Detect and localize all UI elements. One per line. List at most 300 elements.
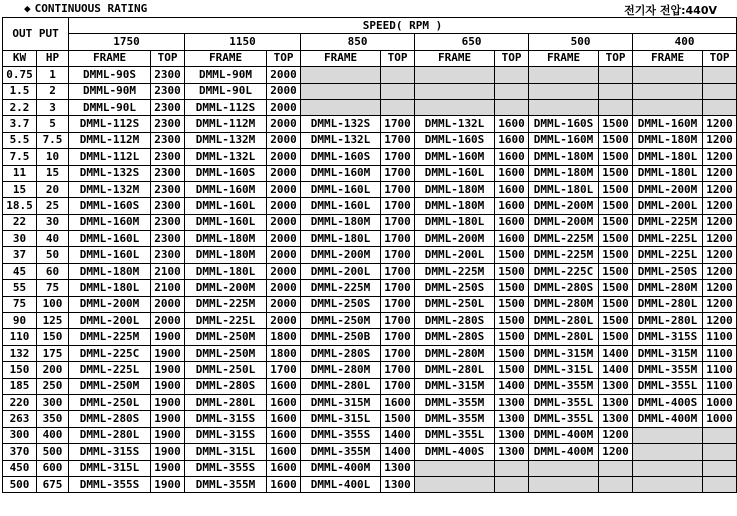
frame-cell: DMML-225L	[69, 362, 151, 378]
top-cell: 2000	[267, 99, 301, 115]
empty-cell	[415, 476, 495, 492]
top-cell: 1300	[495, 444, 529, 460]
frame-cell: DMML-160S	[529, 116, 599, 132]
hp-cell: 300	[37, 394, 69, 410]
top-cell: 1900	[151, 460, 185, 476]
hp-cell: 2	[37, 83, 69, 99]
top-cell: 1700	[381, 329, 415, 345]
frame-cell: DMML-200M	[69, 296, 151, 312]
empty-cell	[633, 83, 703, 99]
empty-cell	[529, 476, 599, 492]
top-cell: 2300	[151, 132, 185, 148]
empty-cell	[703, 67, 737, 83]
top-cell: 1500	[599, 149, 633, 165]
empty-cell	[599, 460, 633, 476]
frame-cell: DMML-280S	[529, 280, 599, 296]
top-cell: 2300	[151, 247, 185, 263]
frame-cell: DMML-355L	[529, 411, 599, 427]
frame-cell: DMML-280M	[633, 280, 703, 296]
top-cell: 1900	[151, 378, 185, 394]
frame-cell: DMML-180M	[301, 214, 381, 230]
frame-cell: DMML-180L	[185, 263, 267, 279]
frame-cell: DMML-180M	[529, 149, 599, 165]
frame-cell: DMML-180M	[633, 132, 703, 148]
frame-cell: DMML-180L	[415, 214, 495, 230]
top-cell: 1500	[495, 313, 529, 329]
frame-cell: DMML-225L	[633, 247, 703, 263]
top-cell: 1600	[267, 476, 301, 492]
top-cell: 1500	[495, 296, 529, 312]
table-row	[3, 476, 737, 492]
table-row	[3, 83, 737, 99]
top-cell: 1400	[495, 378, 529, 394]
top-cell: 1600	[267, 460, 301, 476]
speed-500-header: 500	[529, 34, 633, 50]
empty-cell	[703, 444, 737, 460]
frame-cell: DMML-112S	[185, 99, 267, 115]
empty-cell	[381, 83, 415, 99]
table-row	[3, 214, 737, 230]
table-row	[3, 247, 737, 263]
empty-cell	[703, 460, 737, 476]
frame-cell: DMML-280L	[185, 394, 267, 410]
empty-cell	[633, 444, 703, 460]
top-cell: 1700	[381, 313, 415, 329]
frame-cell: DMML-280M	[301, 362, 381, 378]
frame-cell: DMML-90L	[69, 99, 151, 115]
empty-cell	[703, 99, 737, 115]
empty-cell	[599, 67, 633, 83]
top-cell: 1700	[381, 165, 415, 181]
table-row	[3, 313, 737, 329]
frame-cell: DMML-355M	[415, 394, 495, 410]
frame-cell: DMML-180M	[69, 263, 151, 279]
frame-cell: DMML-160L	[301, 198, 381, 214]
empty-cell	[495, 67, 529, 83]
top-cell: 2000	[267, 280, 301, 296]
top-cell: 1200	[703, 263, 737, 279]
top-cell: 1200	[703, 214, 737, 230]
empty-cell	[529, 67, 599, 83]
table-row	[3, 362, 737, 378]
top-cell: 1900	[151, 444, 185, 460]
top-cell: 1500	[495, 345, 529, 361]
frame-cell: DMML-225M	[529, 247, 599, 263]
empty-cell	[415, 99, 495, 115]
top-cell: 1200	[703, 231, 737, 247]
empty-cell	[633, 99, 703, 115]
output-header: OUT PUT	[3, 18, 69, 51]
frame-cell: DMML-355M	[185, 476, 267, 492]
table-row	[3, 296, 737, 312]
table-body	[3, 67, 737, 493]
title-text: CONTINUOUS RATING	[34, 2, 148, 15]
frame-cell: DMML-250M	[69, 378, 151, 394]
top-cell: 2000	[267, 313, 301, 329]
frame-cell: DMML-355M	[633, 362, 703, 378]
empty-cell	[495, 99, 529, 115]
frame-cell: DMML-280L	[69, 427, 151, 443]
empty-cell	[599, 83, 633, 99]
kw-cell: 110	[3, 329, 37, 345]
kw-cell: 15	[3, 181, 37, 197]
top-cell: 1600	[267, 444, 301, 460]
empty-cell	[599, 99, 633, 115]
frame-cell: DMML-280L	[301, 378, 381, 394]
top-cell: 1300	[599, 394, 633, 410]
top-cell: 2000	[267, 247, 301, 263]
top-cell: 1200	[703, 198, 737, 214]
frame-cell: DMML-355L	[415, 427, 495, 443]
frame-cell: DMML-315S	[69, 444, 151, 460]
empty-cell	[301, 67, 381, 83]
frame-cell: DMML-355M	[415, 411, 495, 427]
top-cell: 1300	[495, 394, 529, 410]
frame-cell: DMML-315S	[633, 329, 703, 345]
frame-cell: DMML-250S	[633, 263, 703, 279]
frame-cell: DMML-250S	[415, 280, 495, 296]
top-cell: 2300	[151, 149, 185, 165]
top-cell: 1900	[151, 362, 185, 378]
frame-cell: DMML-180M	[529, 165, 599, 181]
frame-cell: DMML-280L	[415, 362, 495, 378]
top-cell: 1200	[703, 280, 737, 296]
table-row	[3, 280, 737, 296]
frame-cell: DMML-160L	[69, 247, 151, 263]
top-cell: 2000	[267, 231, 301, 247]
top-cell: 2000	[267, 67, 301, 83]
empty-cell	[633, 460, 703, 476]
top-cell: 1900	[151, 411, 185, 427]
table-row	[3, 165, 737, 181]
frame-cell: DMML-355M	[529, 378, 599, 394]
top-cell: 1200	[703, 181, 737, 197]
table-row	[3, 263, 737, 279]
speed-header: SPEED( RPM )	[69, 18, 737, 34]
frame-cell: DMML-250B	[301, 329, 381, 345]
top-cell: 1400	[599, 362, 633, 378]
kw-cell: 370	[3, 444, 37, 460]
speed-1150-header: 1150	[185, 34, 301, 50]
kw-cell: 75	[3, 296, 37, 312]
hp-cell: 20	[37, 181, 69, 197]
frame-header: FRAME	[69, 50, 151, 66]
frame-cell: DMML-315S	[185, 427, 267, 443]
top-cell: 1200	[703, 132, 737, 148]
top-header: TOP	[151, 50, 185, 66]
frame-cell: DMML-180M	[185, 247, 267, 263]
top-cell: 2000	[267, 296, 301, 312]
kw-cell: 185	[3, 378, 37, 394]
frame-cell: DMML-160M	[301, 165, 381, 181]
hp-cell: 60	[37, 263, 69, 279]
top-cell: 2000	[267, 181, 301, 197]
top-cell: 1200	[599, 444, 633, 460]
top-cell: 2000	[267, 116, 301, 132]
frame-cell: DMML-90M	[69, 83, 151, 99]
hp-cell: 50	[37, 247, 69, 263]
top-cell: 1700	[381, 231, 415, 247]
frame-cell: DMML-160L	[185, 214, 267, 230]
table-row	[3, 198, 737, 214]
kw-cell: 18.5	[3, 198, 37, 214]
frame-cell: DMML-315L	[301, 411, 381, 427]
empty-cell	[529, 99, 599, 115]
top-cell: 1700	[381, 378, 415, 394]
hp-header: HP	[37, 50, 69, 66]
kw-cell: 22	[3, 214, 37, 230]
frame-cell: DMML-200M	[301, 247, 381, 263]
frame-cell: DMML-160L	[69, 231, 151, 247]
frame-cell: DMML-180M	[415, 198, 495, 214]
top-cell: 2000	[267, 149, 301, 165]
top-cell: 1900	[151, 476, 185, 492]
frame-cell: DMML-200M	[529, 214, 599, 230]
table-row	[3, 181, 737, 197]
top-cell: 1600	[267, 378, 301, 394]
top-cell: 1000	[703, 411, 737, 427]
frame-cell: DMML-280L	[633, 296, 703, 312]
top-cell: 1700	[267, 362, 301, 378]
kw-cell: 7.5	[3, 149, 37, 165]
frame-cell: DMML-225C	[529, 263, 599, 279]
top-cell: 1900	[151, 394, 185, 410]
table-row	[3, 411, 737, 427]
top-cell: 2300	[151, 67, 185, 83]
top-header: TOP	[703, 50, 737, 66]
kw-cell: 450	[3, 460, 37, 476]
frame-cell: DMML-160S	[301, 149, 381, 165]
frame-cell: DMML-200M	[529, 198, 599, 214]
frame-cell: DMML-400M	[633, 411, 703, 427]
top-cell: 2300	[151, 83, 185, 99]
top-cell: 1500	[599, 181, 633, 197]
top-cell: 1600	[495, 231, 529, 247]
hp-cell: 200	[37, 362, 69, 378]
top-cell: 1500	[495, 362, 529, 378]
frame-cell: DMML-400M	[529, 427, 599, 443]
frame-cell: DMML-90M	[185, 67, 267, 83]
top-cell: 2300	[151, 214, 185, 230]
top-cell: 1500	[599, 280, 633, 296]
top-cell: 1200	[703, 165, 737, 181]
kw-cell: 0.75	[3, 67, 37, 83]
hp-cell: 600	[37, 460, 69, 476]
top-cell: 1200	[703, 296, 737, 312]
top-cell: 1500	[599, 116, 633, 132]
hp-cell: 150	[37, 329, 69, 345]
top-cell: 1300	[495, 427, 529, 443]
frame-cell: DMML-90L	[185, 83, 267, 99]
top-cell: 1700	[381, 149, 415, 165]
frame-cell: DMML-400M	[301, 460, 381, 476]
top-cell: 2000	[267, 198, 301, 214]
kw-cell: 30	[3, 231, 37, 247]
frame-cell: DMML-250M	[301, 313, 381, 329]
frame-cell: DMML-315M	[301, 394, 381, 410]
hp-cell: 75	[37, 280, 69, 296]
top-cell: 1600	[495, 181, 529, 197]
hp-cell: 30	[37, 214, 69, 230]
column-subheader-row	[3, 50, 737, 66]
top-cell: 1200	[703, 247, 737, 263]
table-row	[3, 67, 737, 83]
frame-cell: DMML-280S	[185, 378, 267, 394]
speed-400-header: 400	[633, 34, 737, 50]
empty-cell	[495, 476, 529, 492]
frame-cell: DMML-250L	[185, 362, 267, 378]
top-cell: 1700	[381, 132, 415, 148]
frame-cell: DMML-200M	[185, 280, 267, 296]
frame-cell: DMML-200L	[301, 263, 381, 279]
hp-cell: 1	[37, 67, 69, 83]
top-cell: 1500	[599, 329, 633, 345]
frame-cell: DMML-180L	[633, 149, 703, 165]
empty-cell	[415, 83, 495, 99]
frame-cell: DMML-250L	[415, 296, 495, 312]
top-cell: 2300	[151, 231, 185, 247]
top-cell: 1600	[267, 411, 301, 427]
top-cell: 1900	[151, 329, 185, 345]
frame-cell: DMML-160M	[633, 116, 703, 132]
table-row	[3, 132, 737, 148]
frame-cell: DMML-180M	[415, 181, 495, 197]
kw-cell: 2.2	[3, 99, 37, 115]
top-cell: 2000	[267, 165, 301, 181]
frame-cell: DMML-400M	[529, 444, 599, 460]
kw-cell: 5.5	[3, 132, 37, 148]
top-cell: 1100	[703, 362, 737, 378]
empty-cell	[381, 67, 415, 83]
table-row	[3, 427, 737, 443]
frame-header: FRAME	[301, 50, 381, 66]
top-cell: 1700	[381, 362, 415, 378]
top-header: TOP	[599, 50, 633, 66]
frame-cell: DMML-132S	[301, 116, 381, 132]
top-cell: 1900	[151, 427, 185, 443]
frame-cell: DMML-180M	[185, 231, 267, 247]
frame-cell: DMML-132M	[185, 132, 267, 148]
top-cell: 1700	[381, 296, 415, 312]
kw-cell: 132	[3, 345, 37, 361]
top-cell: 2300	[151, 181, 185, 197]
hp-cell: 175	[37, 345, 69, 361]
frame-cell: DMML-280S	[415, 329, 495, 345]
frame-cell: DMML-200L	[69, 313, 151, 329]
top-cell: 2000	[267, 83, 301, 99]
frame-cell: DMML-225M	[529, 231, 599, 247]
frame-cell: DMML-200L	[633, 198, 703, 214]
kw-cell: 3.7	[3, 116, 37, 132]
frame-cell: DMML-112M	[185, 116, 267, 132]
frame-cell: DMML-400S	[415, 444, 495, 460]
table-row	[3, 345, 737, 361]
top-cell: 1300	[495, 411, 529, 427]
table-row	[3, 116, 737, 132]
frame-cell: DMML-355S	[301, 427, 381, 443]
empty-cell	[495, 460, 529, 476]
top-cell: 1700	[381, 214, 415, 230]
kw-cell: 37	[3, 247, 37, 263]
frame-cell: DMML-160M	[185, 181, 267, 197]
frame-cell: DMML-355L	[633, 378, 703, 394]
top-cell: 1500	[599, 198, 633, 214]
frame-cell: DMML-112S	[69, 116, 151, 132]
frame-cell: DMML-132L	[301, 132, 381, 148]
empty-cell	[415, 67, 495, 83]
top-cell: 1500	[599, 263, 633, 279]
kw-cell: 150	[3, 362, 37, 378]
top-cell: 1600	[267, 427, 301, 443]
top-cell: 1600	[495, 165, 529, 181]
frame-cell: DMML-225C	[69, 345, 151, 361]
diamond-bullet-icon: ◆	[24, 2, 31, 15]
top-cell: 1100	[703, 378, 737, 394]
empty-cell	[381, 99, 415, 115]
frame-header: FRAME	[529, 50, 599, 66]
empty-cell	[703, 427, 737, 443]
top-cell: 1700	[381, 280, 415, 296]
top-cell: 2000	[151, 296, 185, 312]
hp-cell: 25	[37, 198, 69, 214]
top-cell: 1700	[381, 263, 415, 279]
kw-cell: 1.5	[3, 83, 37, 99]
top-cell: 1500	[599, 296, 633, 312]
empty-cell	[633, 427, 703, 443]
frame-cell: DMML-250M	[185, 329, 267, 345]
frame-cell: DMML-112M	[69, 132, 151, 148]
table-row	[3, 394, 737, 410]
top-cell: 1100	[703, 329, 737, 345]
top-cell: 1400	[381, 427, 415, 443]
top-cell: 1700	[381, 345, 415, 361]
top-cell: 1600	[267, 394, 301, 410]
table-title	[24, 2, 147, 15]
frame-cell: DMML-180L	[529, 181, 599, 197]
hp-cell: 40	[37, 231, 69, 247]
frame-cell: DMML-180L	[301, 231, 381, 247]
frame-cell: DMML-280L	[633, 313, 703, 329]
kw-cell: 45	[3, 263, 37, 279]
top-cell: 1800	[267, 345, 301, 361]
hp-cell: 15	[37, 165, 69, 181]
frame-cell: DMML-225M	[69, 329, 151, 345]
empty-cell	[703, 83, 737, 99]
frame-cell: DMML-180L	[633, 165, 703, 181]
frame-cell: DMML-225M	[415, 263, 495, 279]
top-cell: 1600	[495, 116, 529, 132]
hp-cell: 7.5	[37, 132, 69, 148]
top-cell: 1700	[381, 198, 415, 214]
hp-cell: 250	[37, 378, 69, 394]
kw-header: KW	[3, 50, 37, 66]
table-row	[3, 444, 737, 460]
frame-cell: DMML-132L	[415, 116, 495, 132]
top-cell: 2300	[151, 116, 185, 132]
hp-cell: 675	[37, 476, 69, 492]
empty-cell	[599, 476, 633, 492]
top-header: TOP	[381, 50, 415, 66]
top-cell: 1300	[381, 460, 415, 476]
frame-cell: DMML-315L	[69, 460, 151, 476]
frame-cell: DMML-225M	[301, 280, 381, 296]
armature-voltage-label: 전기자 전압:440V	[624, 4, 717, 17]
top-cell: 1500	[599, 165, 633, 181]
top-cell: 1500	[381, 411, 415, 427]
table-row	[3, 378, 737, 394]
top-cell: 1200	[703, 116, 737, 132]
top-cell: 1300	[381, 476, 415, 492]
